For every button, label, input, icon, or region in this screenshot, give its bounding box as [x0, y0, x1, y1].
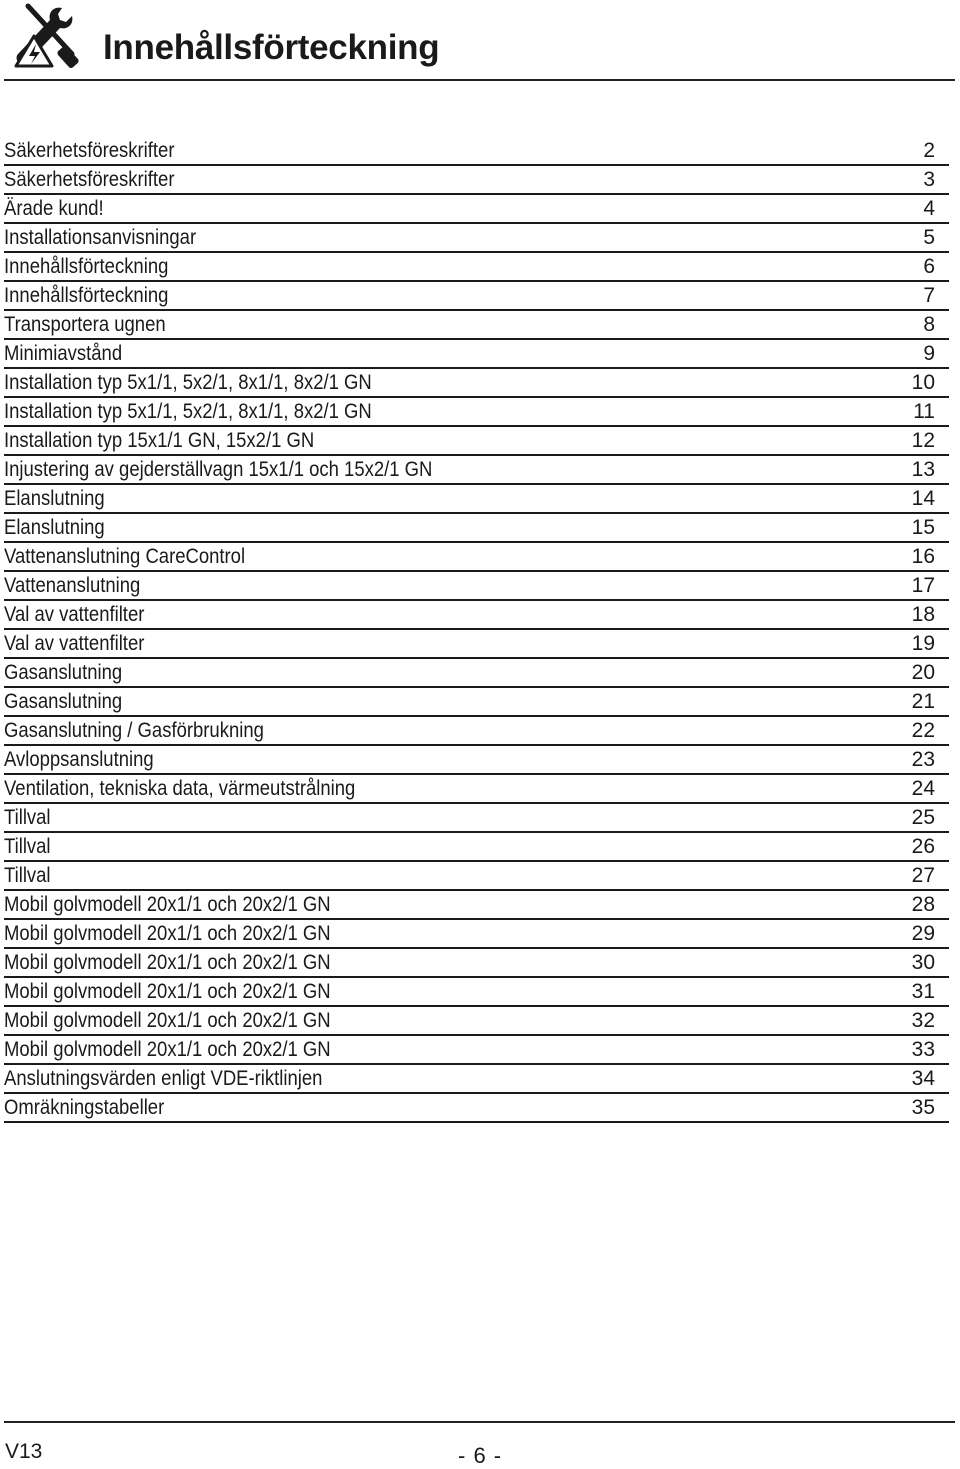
toc-entry-page: 2 — [923, 139, 935, 162]
toc-row[interactable] — [4, 1007, 949, 1036]
toc-entry-page: 4 — [923, 197, 935, 220]
toc-entry-page: 9 — [923, 342, 935, 365]
toc-entry-page: 19 — [911, 632, 935, 655]
wrench-screwdriver-electric-icon — [10, 2, 80, 72]
toc-entry-page: 35 — [911, 1096, 935, 1119]
toc-row[interactable] — [4, 282, 949, 311]
toc-entry-page: 15 — [911, 516, 935, 539]
toc-entry-page: 11 — [913, 400, 935, 423]
toc-row[interactable] — [4, 543, 949, 572]
toc-entry-page: 33 — [911, 1038, 935, 1061]
toc-entry-page: 18 — [911, 603, 935, 626]
toc-row[interactable] — [4, 833, 949, 862]
toc-row[interactable] — [4, 340, 949, 369]
toc-row[interactable] — [4, 862, 949, 891]
toc-entry-page: 6 — [923, 255, 935, 278]
toc-row[interactable] — [4, 1065, 949, 1094]
toc-entry-page: 14 — [911, 487, 935, 510]
toc-entry-title: Mobil golvmodell 20x1/1 och 20x2/1 GN — [4, 951, 331, 974]
toc-entry-title: Innehållsförteckning — [4, 255, 169, 278]
toc-row[interactable] — [4, 485, 949, 514]
toc-entry-title: Minimiavstånd — [4, 342, 123, 365]
toc-entry-title: Innehållsförteckning — [4, 284, 169, 307]
toc-row[interactable] — [4, 398, 949, 427]
toc-entry-page: 21 — [911, 690, 935, 713]
toc-entry-title: Avloppsanslutning — [4, 748, 154, 771]
toc-row[interactable] — [4, 427, 949, 456]
toc-row[interactable] — [4, 717, 949, 746]
toc-row[interactable] — [4, 601, 949, 630]
toc-row[interactable] — [4, 949, 949, 978]
toc-entry-page: 12 — [911, 429, 935, 452]
toc-entry-page: 25 — [911, 806, 935, 829]
toc-entry-page: 30 — [911, 951, 935, 974]
table-of-contents — [4, 137, 949, 1123]
toc-entry-title: Säkerhetsföreskrifter — [4, 139, 175, 162]
toc-entry-page: 23 — [911, 748, 935, 771]
toc-row[interactable] — [4, 137, 949, 166]
toc-row[interactable] — [4, 804, 949, 833]
toc-entry-page: 10 — [911, 371, 935, 394]
toc-entry-page: 34 — [911, 1067, 935, 1090]
toc-row[interactable] — [4, 166, 949, 195]
toc-entry-title: Gasanslutning / Gasförbrukning — [4, 719, 264, 742]
toc-row[interactable] — [4, 659, 949, 688]
toc-entry-title: Anslutningsvärden enligt VDE-riktlinjen — [4, 1067, 323, 1090]
toc-entry-page: 3 — [923, 168, 935, 191]
page-title: Innehållsförteckning — [103, 28, 440, 67]
toc-entry-title: Tillval — [4, 835, 51, 858]
toc-entry-title: Installation typ 5x1/1, 5x2/1, 8x1/1, 8x2/1 GN — [4, 400, 372, 423]
toc-entry-title: Elanslutning — [4, 487, 105, 510]
toc-row[interactable] — [4, 1094, 949, 1123]
toc-entry-page: 27 — [911, 864, 935, 887]
toc-entry-title: Installationsanvisningar — [4, 226, 197, 249]
toc-entry-title: Säkerhetsföreskrifter — [4, 168, 175, 191]
toc-row[interactable] — [4, 224, 949, 253]
toc-entry-title: Tillval — [4, 806, 51, 829]
toc-row[interactable] — [4, 514, 949, 543]
toc-entry-title: Gasanslutning — [4, 690, 123, 713]
toc-entry-title: Mobil golvmodell 20x1/1 och 20x2/1 GN — [4, 1038, 331, 1061]
header-divider — [4, 79, 955, 81]
toc-row[interactable] — [4, 1036, 949, 1065]
toc-entry-page: 8 — [923, 313, 935, 336]
toc-entry-title: Mobil golvmodell 20x1/1 och 20x2/1 GN — [4, 980, 331, 1003]
toc-entry-page: 28 — [911, 893, 935, 916]
toc-entry-title: Installation typ 5x1/1, 5x2/1, 8x1/1, 8x2/1 GN — [4, 371, 372, 394]
toc-entry-page: 7 — [923, 284, 935, 307]
toc-row[interactable] — [4, 572, 949, 601]
toc-entry-page: 20 — [911, 661, 935, 684]
toc-row[interactable] — [4, 369, 949, 398]
toc-entry-title: Val av vattenfilter — [4, 632, 145, 655]
toc-entry-title: Vattenanslutning — [4, 574, 141, 597]
toc-row[interactable] — [4, 688, 949, 717]
toc-entry-page: 13 — [911, 458, 935, 481]
toc-entry-page: 26 — [911, 835, 935, 858]
toc-entry-title: Mobil golvmodell 20x1/1 och 20x2/1 GN — [4, 1009, 331, 1032]
page-number: - 6 - — [458, 1443, 503, 1468]
toc-entry-page: 17 — [911, 574, 935, 597]
toc-entry-title: Elanslutning — [4, 516, 105, 539]
toc-row[interactable] — [4, 311, 949, 340]
toc-row[interactable] — [4, 978, 949, 1007]
toc-row[interactable] — [4, 775, 949, 804]
toc-row[interactable] — [4, 920, 949, 949]
toc-row[interactable] — [4, 630, 949, 659]
toc-entry-title: Ventilation, tekniska data, värmeutstrålning — [4, 777, 356, 800]
toc-entry-title: Val av vattenfilter — [4, 603, 145, 626]
version-label: V13 — [5, 1440, 43, 1463]
toc-entry-title: Ärade kund! — [4, 197, 104, 220]
toc-entry-page: 31 — [911, 980, 935, 1003]
toc-entry-page: 29 — [911, 922, 935, 945]
toc-entry-title: Mobil golvmodell 20x1/1 och 20x2/1 GN — [4, 922, 331, 945]
toc-row[interactable] — [4, 253, 949, 282]
toc-row[interactable] — [4, 456, 949, 485]
toc-entry-title: Vattenanslutning CareControl — [4, 545, 246, 568]
toc-entry-title: Tillval — [4, 864, 51, 887]
toc-entry-title: Mobil golvmodell 20x1/1 och 20x2/1 GN — [4, 893, 331, 916]
toc-entry-title: Transportera ugnen — [4, 313, 166, 336]
toc-entry-title: Installation typ 15x1/1 GN, 15x2/1 GN — [4, 429, 315, 452]
page-header — [0, 0, 960, 82]
toc-entry-page: 22 — [911, 719, 935, 742]
toc-entry-title: Gasanslutning — [4, 661, 123, 684]
toc-row[interactable] — [4, 891, 949, 920]
toc-entry-page: 16 — [911, 545, 935, 568]
toc-entry-title: Omräkningstabeller — [4, 1096, 165, 1119]
toc-entry-page: 32 — [911, 1009, 935, 1032]
footer-divider — [4, 1421, 955, 1423]
toc-entry-page: 24 — [911, 777, 935, 800]
toc-entry-page: 5 — [923, 226, 935, 249]
toc-row[interactable] — [4, 746, 949, 775]
toc-row[interactable] — [4, 195, 949, 224]
toc-entry-title: Injustering av gejderställvagn 15x1/1 och 15x2/1 GN — [4, 458, 433, 481]
